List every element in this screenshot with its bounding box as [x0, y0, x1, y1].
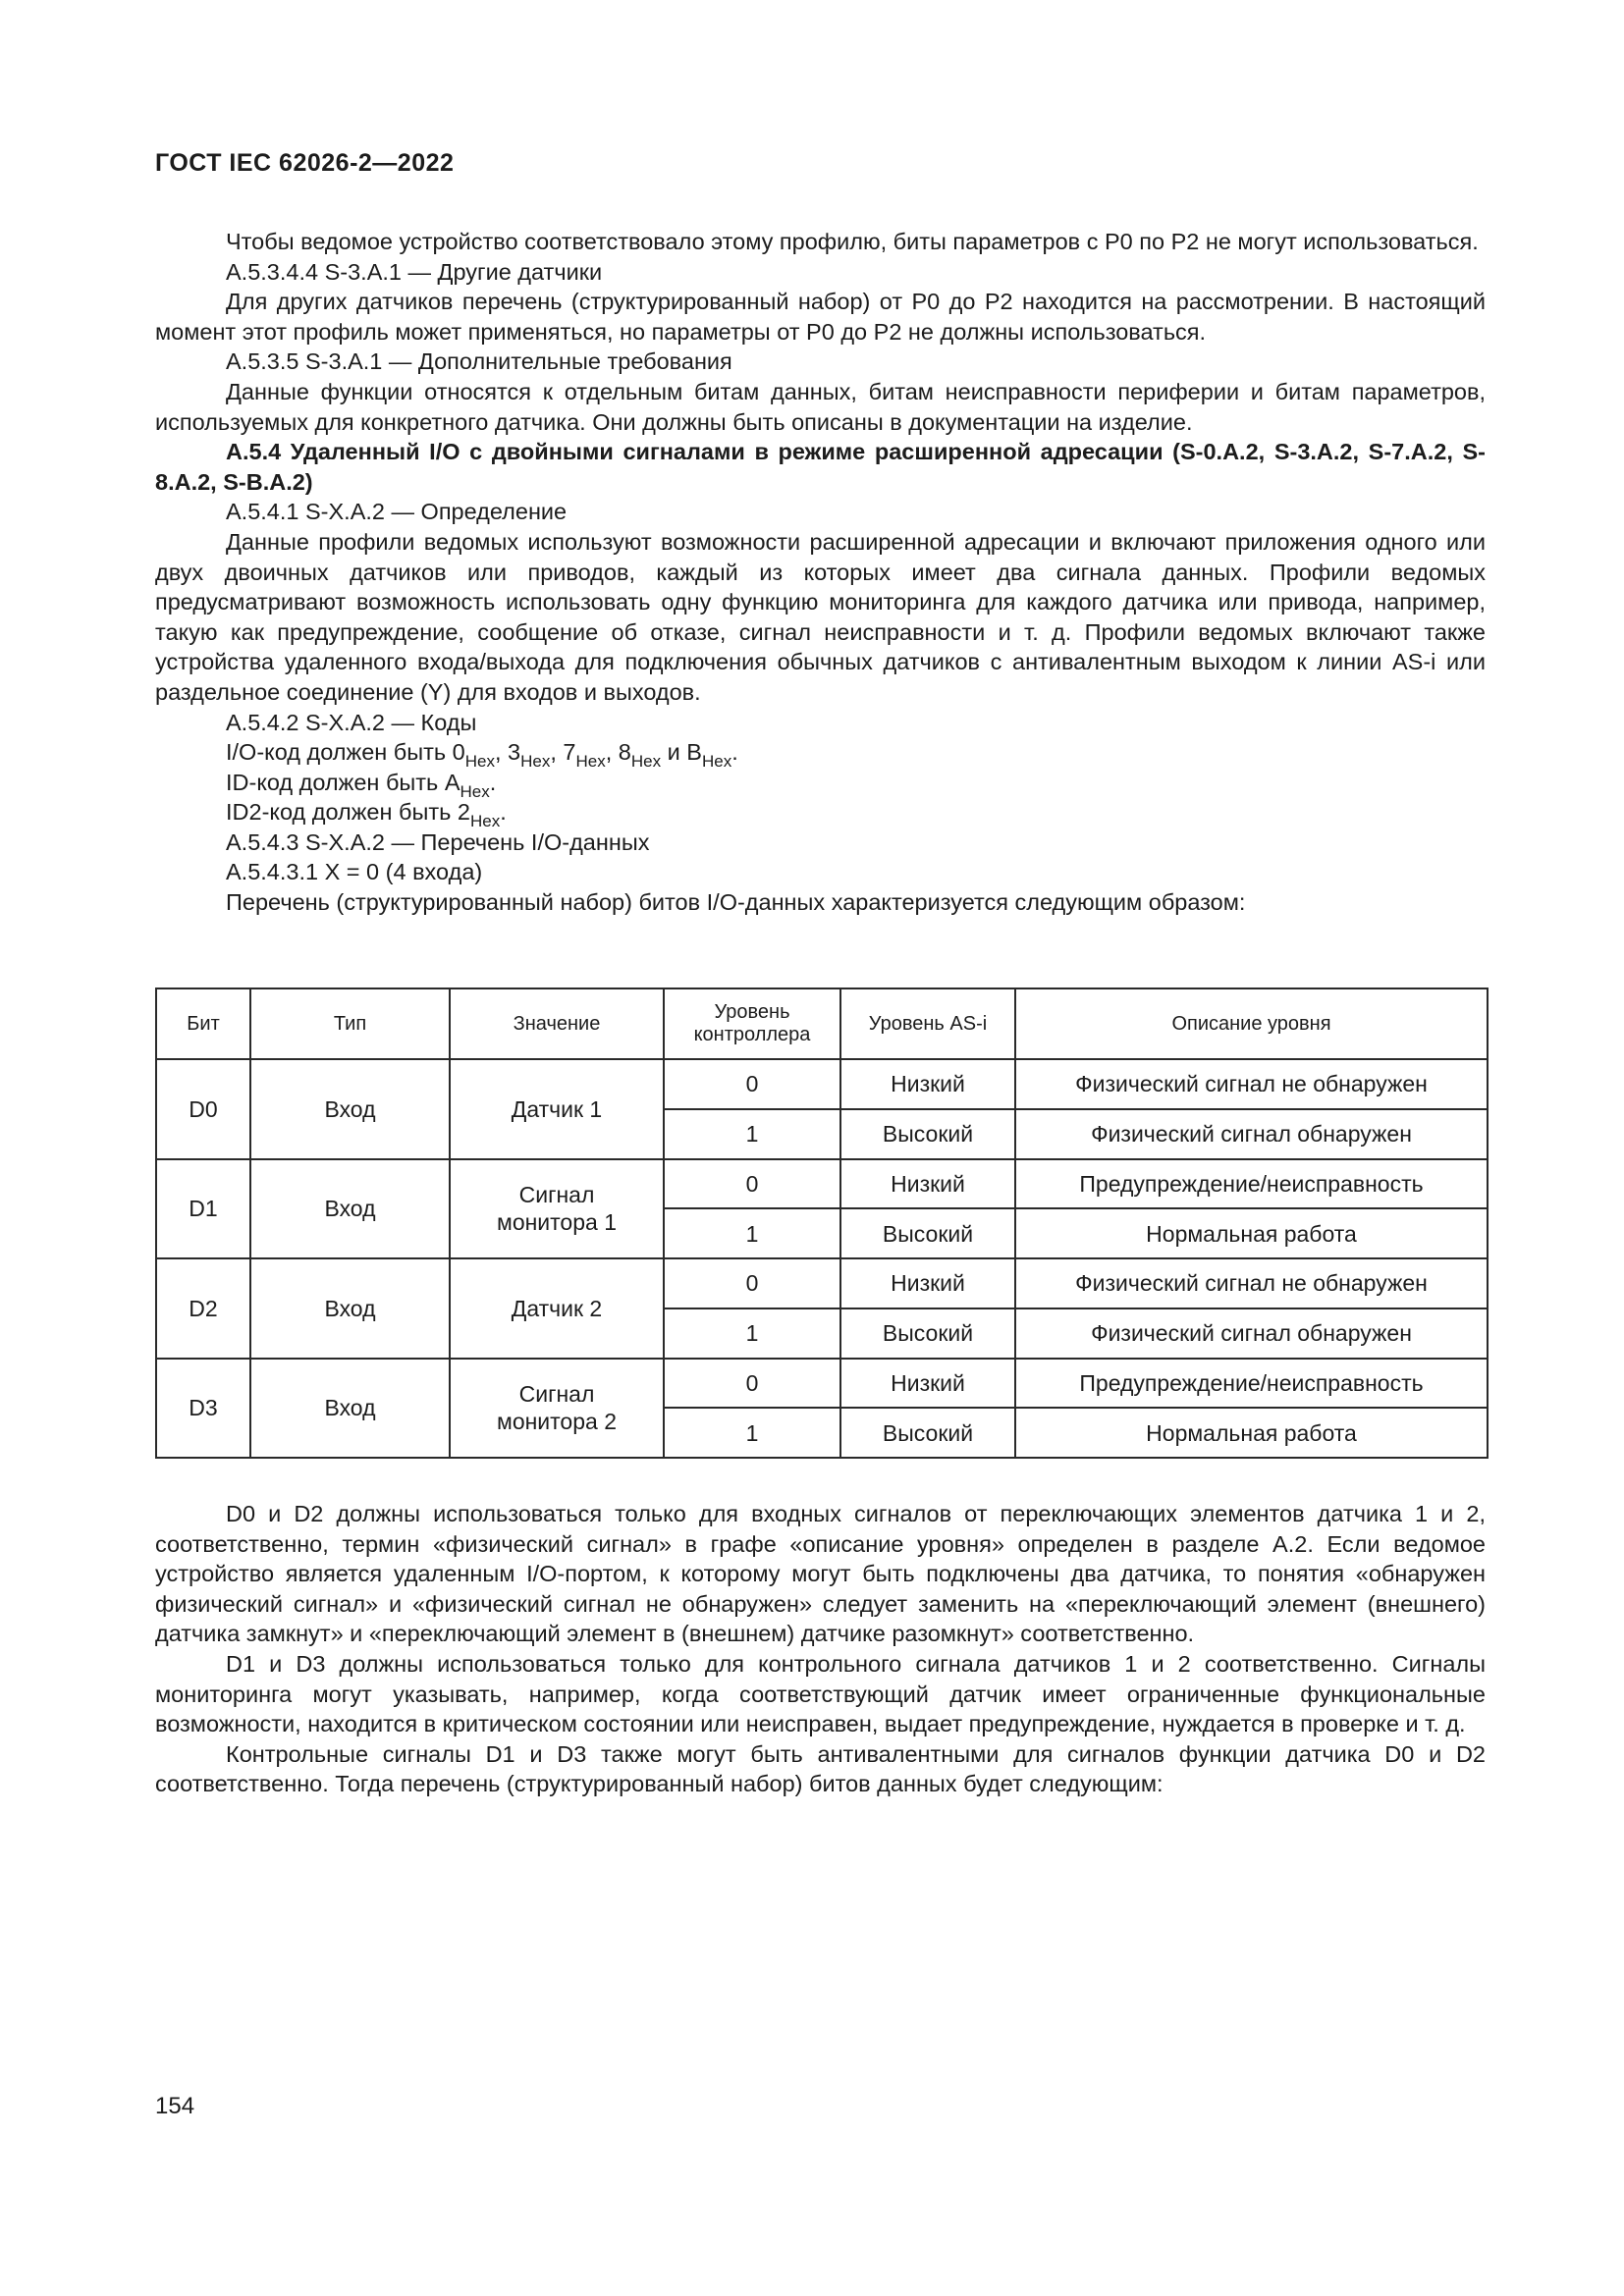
header-asi-level: Уровень AS-i [840, 988, 1015, 1059]
asi-level-cell: Высокий [840, 1308, 1015, 1359]
controller-level-cell: 1 [664, 1408, 840, 1458]
table-row [156, 1159, 1488, 1209]
table-row [156, 1059, 1488, 1109]
bit-cell: D2 [156, 1258, 250, 1359]
asi-level-cell: Низкий [840, 1359, 1015, 1409]
asi-level-cell: Низкий [840, 1159, 1015, 1209]
controller-level-cell: 0 [664, 1258, 840, 1308]
meaning-cell: Сигнал монитора 2 [450, 1359, 664, 1459]
controller-level-cell: 0 [664, 1359, 840, 1409]
meaning-cell: Датчик 1 [450, 1059, 664, 1159]
header-meaning: Значение [450, 988, 664, 1059]
paragraph: Данные профили ведомых используют возможности расширенной адресации и включают приложения одного или двух двоичных датчиков или приводов, каждый из которых имеет два сигнала данных. Профили ведомых предусматривают возможность использовать одну функцию мониторинга для каждого датчика или привода, например, такую как предупреждение, сообщение об отказе, сигнал неисправности и т. д. Профили ведомых включают также устройства удаленного входа/выхода для подключения обычных датчиков с антивалентным выходом к линии AS-i или раздельное соединение (Y) для входов и выходов. [155, 528, 1486, 705]
section-heading: А.5.4.1 S-X.A.2 — Определение [226, 499, 568, 525]
paragraph: Перечень (структурированный набор) битов I/O-данных характеризуется следующим образом: [226, 889, 1246, 916]
meaning-cell: Сигнал монитора 1 [450, 1159, 664, 1259]
paragraph: D1 и D3 должны использоваться только для контрольного сигнала датчиков 1 и 2 соответственно. Сигналы мониторинга могут указывать, например, когда соответствующий датчик имеет ограниченные функциональные возможности, находится в критическом состоянии или неисправен, выдает предупреждение, нуждается в проверке и т. д. [155, 1650, 1486, 1737]
meaning-cell: Датчик 2 [450, 1258, 664, 1359]
page-number: 154 [155, 2093, 195, 2119]
section-heading: А.5.4.2 S-X.A.2 — Коды [226, 709, 477, 735]
type-cell: Вход [250, 1159, 450, 1259]
controller-level-cell: 1 [664, 1109, 840, 1159]
type-cell: Вход [250, 1258, 450, 1359]
header-level-description: Описание уровня [1015, 988, 1488, 1059]
paragraph: Контрольные сигналы D1 и D3 также могут быть антивалентными для сигналов функции датчика D0 и D2 соответственно. Тогда перечень (структурированный набор) битов данных будет следующим: [155, 1740, 1486, 1797]
document-header: ГОСТ IEC 62026-2—2022 [155, 149, 455, 177]
header-bit: Бит [156, 988, 250, 1059]
bit-cell: D0 [156, 1059, 250, 1159]
description-cell: Физический сигнал не обнаружен [1015, 1059, 1488, 1109]
description-cell: Физический сигнал обнаружен [1015, 1308, 1488, 1359]
description-cell: Предупреждение/неисправность [1015, 1359, 1488, 1409]
section-heading: А.5.3.4.4 S-3.A.1 — Другие датчики [226, 258, 603, 285]
section-heading: А.5.4.3 S-X.A.2 — Перечень I/O-данных [226, 828, 650, 855]
table-row [156, 1359, 1488, 1409]
controller-level-cell: 0 [664, 1159, 840, 1209]
asi-level-cell: Высокий [840, 1408, 1015, 1458]
type-cell: Вход [250, 1359, 450, 1459]
section-heading: А.5.4.3.1 X = 0 (4 входа) [226, 859, 483, 885]
id-code-line: ID-код должен быть $A_{Hex}$. [226, 769, 497, 801]
io-code-line: I/O-код должен быть $0_{Hex}$, $3_{Hex}$, $7_{Hex}$, $8_{Hex}$ и $B_{Hex}$. [226, 739, 738, 772]
description-cell: Предупреждение/неисправность [1015, 1159, 1488, 1209]
asi-level-cell: Низкий [840, 1059, 1015, 1109]
controller-level-cell: 0 [664, 1059, 840, 1109]
header-controller-level: Уровень контроллера [664, 988, 840, 1059]
asi-level-cell: Высокий [840, 1109, 1015, 1159]
description-cell: Физический сигнал не обнаружен [1015, 1258, 1488, 1308]
bit-cell: D1 [156, 1159, 250, 1259]
io-data-table [155, 988, 1489, 1459]
paragraph: Данные функции относятся к отдельным битам данных, битам неисправности периферии и битам параметров, используемых для конкретного датчика. Они должны быть описаны в документации на изделие. [155, 378, 1486, 435]
description-cell: Нормальная работа [1015, 1208, 1488, 1258]
table-row [156, 1258, 1488, 1308]
id2-code-line: ID2-код должен быть $2_{Hex}$. [226, 799, 507, 831]
description-cell: Нормальная работа [1015, 1408, 1488, 1458]
body-text-top [155, 227, 1486, 918]
type-cell: Вход [250, 1059, 450, 1159]
section-heading: А.5.3.5 S-3.A.1 — Дополнительные требования [226, 348, 732, 375]
paragraph: Чтобы ведомое устройство соответствовало этому профилю, биты параметров с P0 по P2 не могут использоваться. [226, 229, 1479, 254]
asi-level-cell: Низкий [840, 1258, 1015, 1308]
description-cell: Физический сигнал обнаружен [1015, 1109, 1488, 1159]
asi-level-cell: Высокий [840, 1208, 1015, 1258]
body-text-bottom [155, 1499, 1486, 1799]
header-type: Тип [250, 988, 450, 1059]
controller-level-cell: 1 [664, 1208, 840, 1258]
table-header-row [156, 988, 1488, 1059]
bit-cell: D3 [156, 1359, 250, 1459]
section-heading-bold: А.5.4 Удаленный I/O с двойными сигналами в режиме расширенной адресации (S-0.A.2, S-3.A.2, S-7.A.2, S-8.A.2, S-B.A.2) [155, 439, 1486, 495]
paragraph: Для других датчиков перечень (структурированный набор) от P0 до P2 находится на рассмотрении. В настоящий момент этот профиль может применяться, но параметры от P0 до P2 не должны использоваться. [155, 289, 1486, 345]
controller-level-cell: 1 [664, 1308, 840, 1359]
paragraph: D0 и D2 должны использоваться только для входных сигналов от переключающих элементов датчика 1 и 2, соответственно, термин «физический сигнал» в графе «описание уровня» определен в разделе А.2. Если ведомое устройство является удаленным I/O-портом, к которому могут быть подключены два датчика, то понятия «обнаружен физический сигнал» и «физический сигнал не обнаружен» следует заменить на «переключающий элемент (внешнего) датчика замкнут» и «переключающий элемент в (внешнем) датчике разомкнут» соответственно. [155, 1501, 1486, 1647]
